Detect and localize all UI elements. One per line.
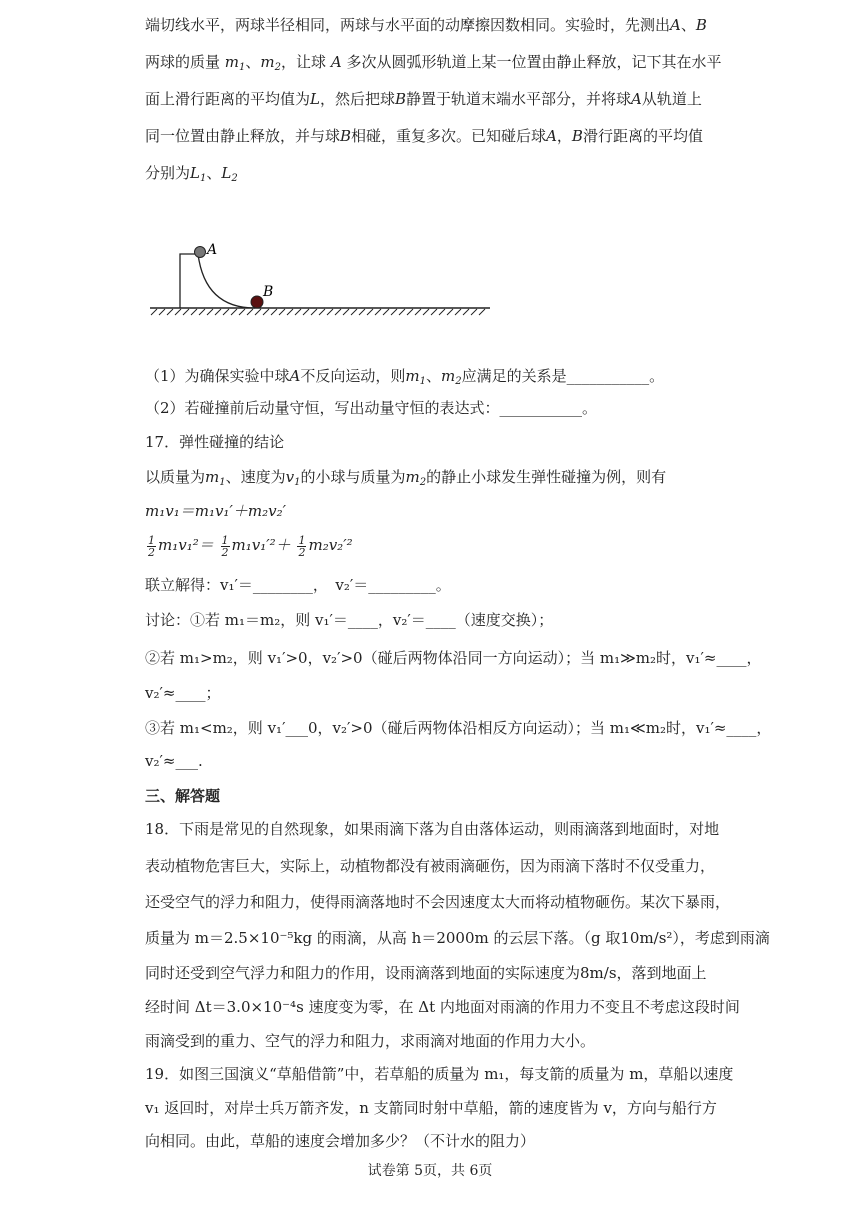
q17-discussion-1: 讨论：①若 m₁＝m₂，则 v₁′＝____，v₂′＝____（速度交换）； xyxy=(145,611,554,629)
q17-solve-line: 联立解得：v₁′＝________， v₂′＝_________。 xyxy=(145,576,451,594)
ball-b xyxy=(251,296,263,308)
paragraph-line-2: 两球的质量 $m_1$、$m_2$，让球 A 多次从圆弧形轨道上某一位置由静止释放，记下其在水平 xyxy=(145,53,722,73)
paragraph-line-3: 面上滑行距离的平均值为L，然后把球B静置于轨道末端水平部分，并将球A从轨道上 xyxy=(145,90,702,108)
label-ball-a: A xyxy=(207,242,218,258)
q18-line-5: 同时还受到空气浮力和阻力的作用，设雨滴落到地面的实际速度为8m/s，落到地面上 xyxy=(145,964,707,982)
section-heading-3: 三、解答题 xyxy=(145,787,221,805)
label-ball-b: B xyxy=(263,284,274,300)
paragraph-line-5: 分别为$L_1$、$L_2$ xyxy=(145,164,238,184)
q19-line-2: v₁ 返回时，对岸士兵万箭齐发，n 支箭同时射中草船，箭的速度皆为 v，方向与船行方 xyxy=(145,1099,717,1117)
q17-intro: 以质量为$m_1$、速度为$v_1$的小球与质量为$m_2$的静止小球发生弹性碰撞为例，则有 xyxy=(145,468,667,488)
q17-discussion-2: ②若 m₁>m₂，则 v₁′>0，v₂′>0（碰后两物体沿同一方向运动）；当 m₁≫m₂时，v₁′≈____， xyxy=(145,649,762,667)
q17-energy-equation: $\frac{1}{2}$ m₁v₁²＝ $\frac{1}{2}$ m₁v₁′²＋ $\frac{1}{2}$ m₂v₂′² xyxy=(148,533,353,559)
fraction-half-1: $\frac{1}{2}$ xyxy=(148,533,155,559)
q17-title: 17．弹性碰撞的结论 xyxy=(145,433,285,451)
q19-line-1: 19．如图三国演义“草船借箭”中，若草船的质量为 m₁，每支箭的质量为 m，草船以速度 xyxy=(145,1065,734,1083)
q19-line-3: 向相同。由此，草船的速度会增加多少？（不计水的阻力） xyxy=(145,1132,536,1150)
q18-line-2: 表动植物危害巨大，实际上，动植物都没有被雨滴砸伤，因为雨滴下落时不仅受重力， xyxy=(145,857,716,875)
paragraph-line-1: 端切线水平，两球半径相同，两球与水平面的动摩擦因数相同。实验时，先测出A、B xyxy=(145,16,707,34)
fraction-half-3: $\frac{1}{2}$ xyxy=(298,533,306,559)
q18-line-3: 还受空气的浮力和阻力，使得雨滴落地时不会因速度太大而将动植物砸伤。某次下暴雨， xyxy=(145,893,731,911)
q18-line-4: 质量为 m＝2.5×10⁻⁵kg 的雨滴，从高 h＝2000m 的云层下落。（g 取10m/s²），考虑到雨滴 xyxy=(145,929,770,947)
paragraph-line-4: 同一位置由静止释放，并与球B相碰，重复多次。已知碰后球A，B滑行距离的平均值 xyxy=(145,127,703,145)
page-footer: 试卷第 5页，共 6页 xyxy=(367,1163,493,1179)
q17-discussion-3b: v₂′≈___. xyxy=(145,752,203,770)
ball-a xyxy=(195,247,206,258)
fraction-half-2: $\frac{1}{2}$ xyxy=(221,533,229,559)
q17-discussion-3: ③若 m₁<m₂，则 v₁′___0，v₂′>0（碰后两物体沿相反方向运动）；当 m₁≪m₂时，v₁′≈____， xyxy=(145,719,772,737)
q17-momentum-equation: m₁v₁＝m₁v₁′＋m₂v₂′ xyxy=(145,502,286,520)
q17-discussion-2b: v₂′≈____； xyxy=(145,684,221,702)
collision-apparatus-figure xyxy=(145,238,495,323)
q18-line-1: 18．下雨是常见的自然现象，如果雨滴下落为自由落体运动，则雨滴落到地面时，对地 xyxy=(145,820,720,838)
q16-part-1: （1）为确保实验中球A不反向运动，则$m_1$、$m_2$应满足的关系是___________。 xyxy=(145,367,665,387)
q18-line-6: 经时间 Δt＝3.0×10⁻⁴s 速度变为零，在 Δt 内地面对雨滴的作用力不变且不考虑这段时间 xyxy=(145,998,740,1016)
q16-part-2: （2）若碰撞前后动量守恒，写出动量守恒的表达式：___________。 xyxy=(145,399,598,417)
q18-line-7: 雨滴受到的重力、空气的浮力和阻力，求雨滴对地面的作用力大小。 xyxy=(145,1032,596,1050)
